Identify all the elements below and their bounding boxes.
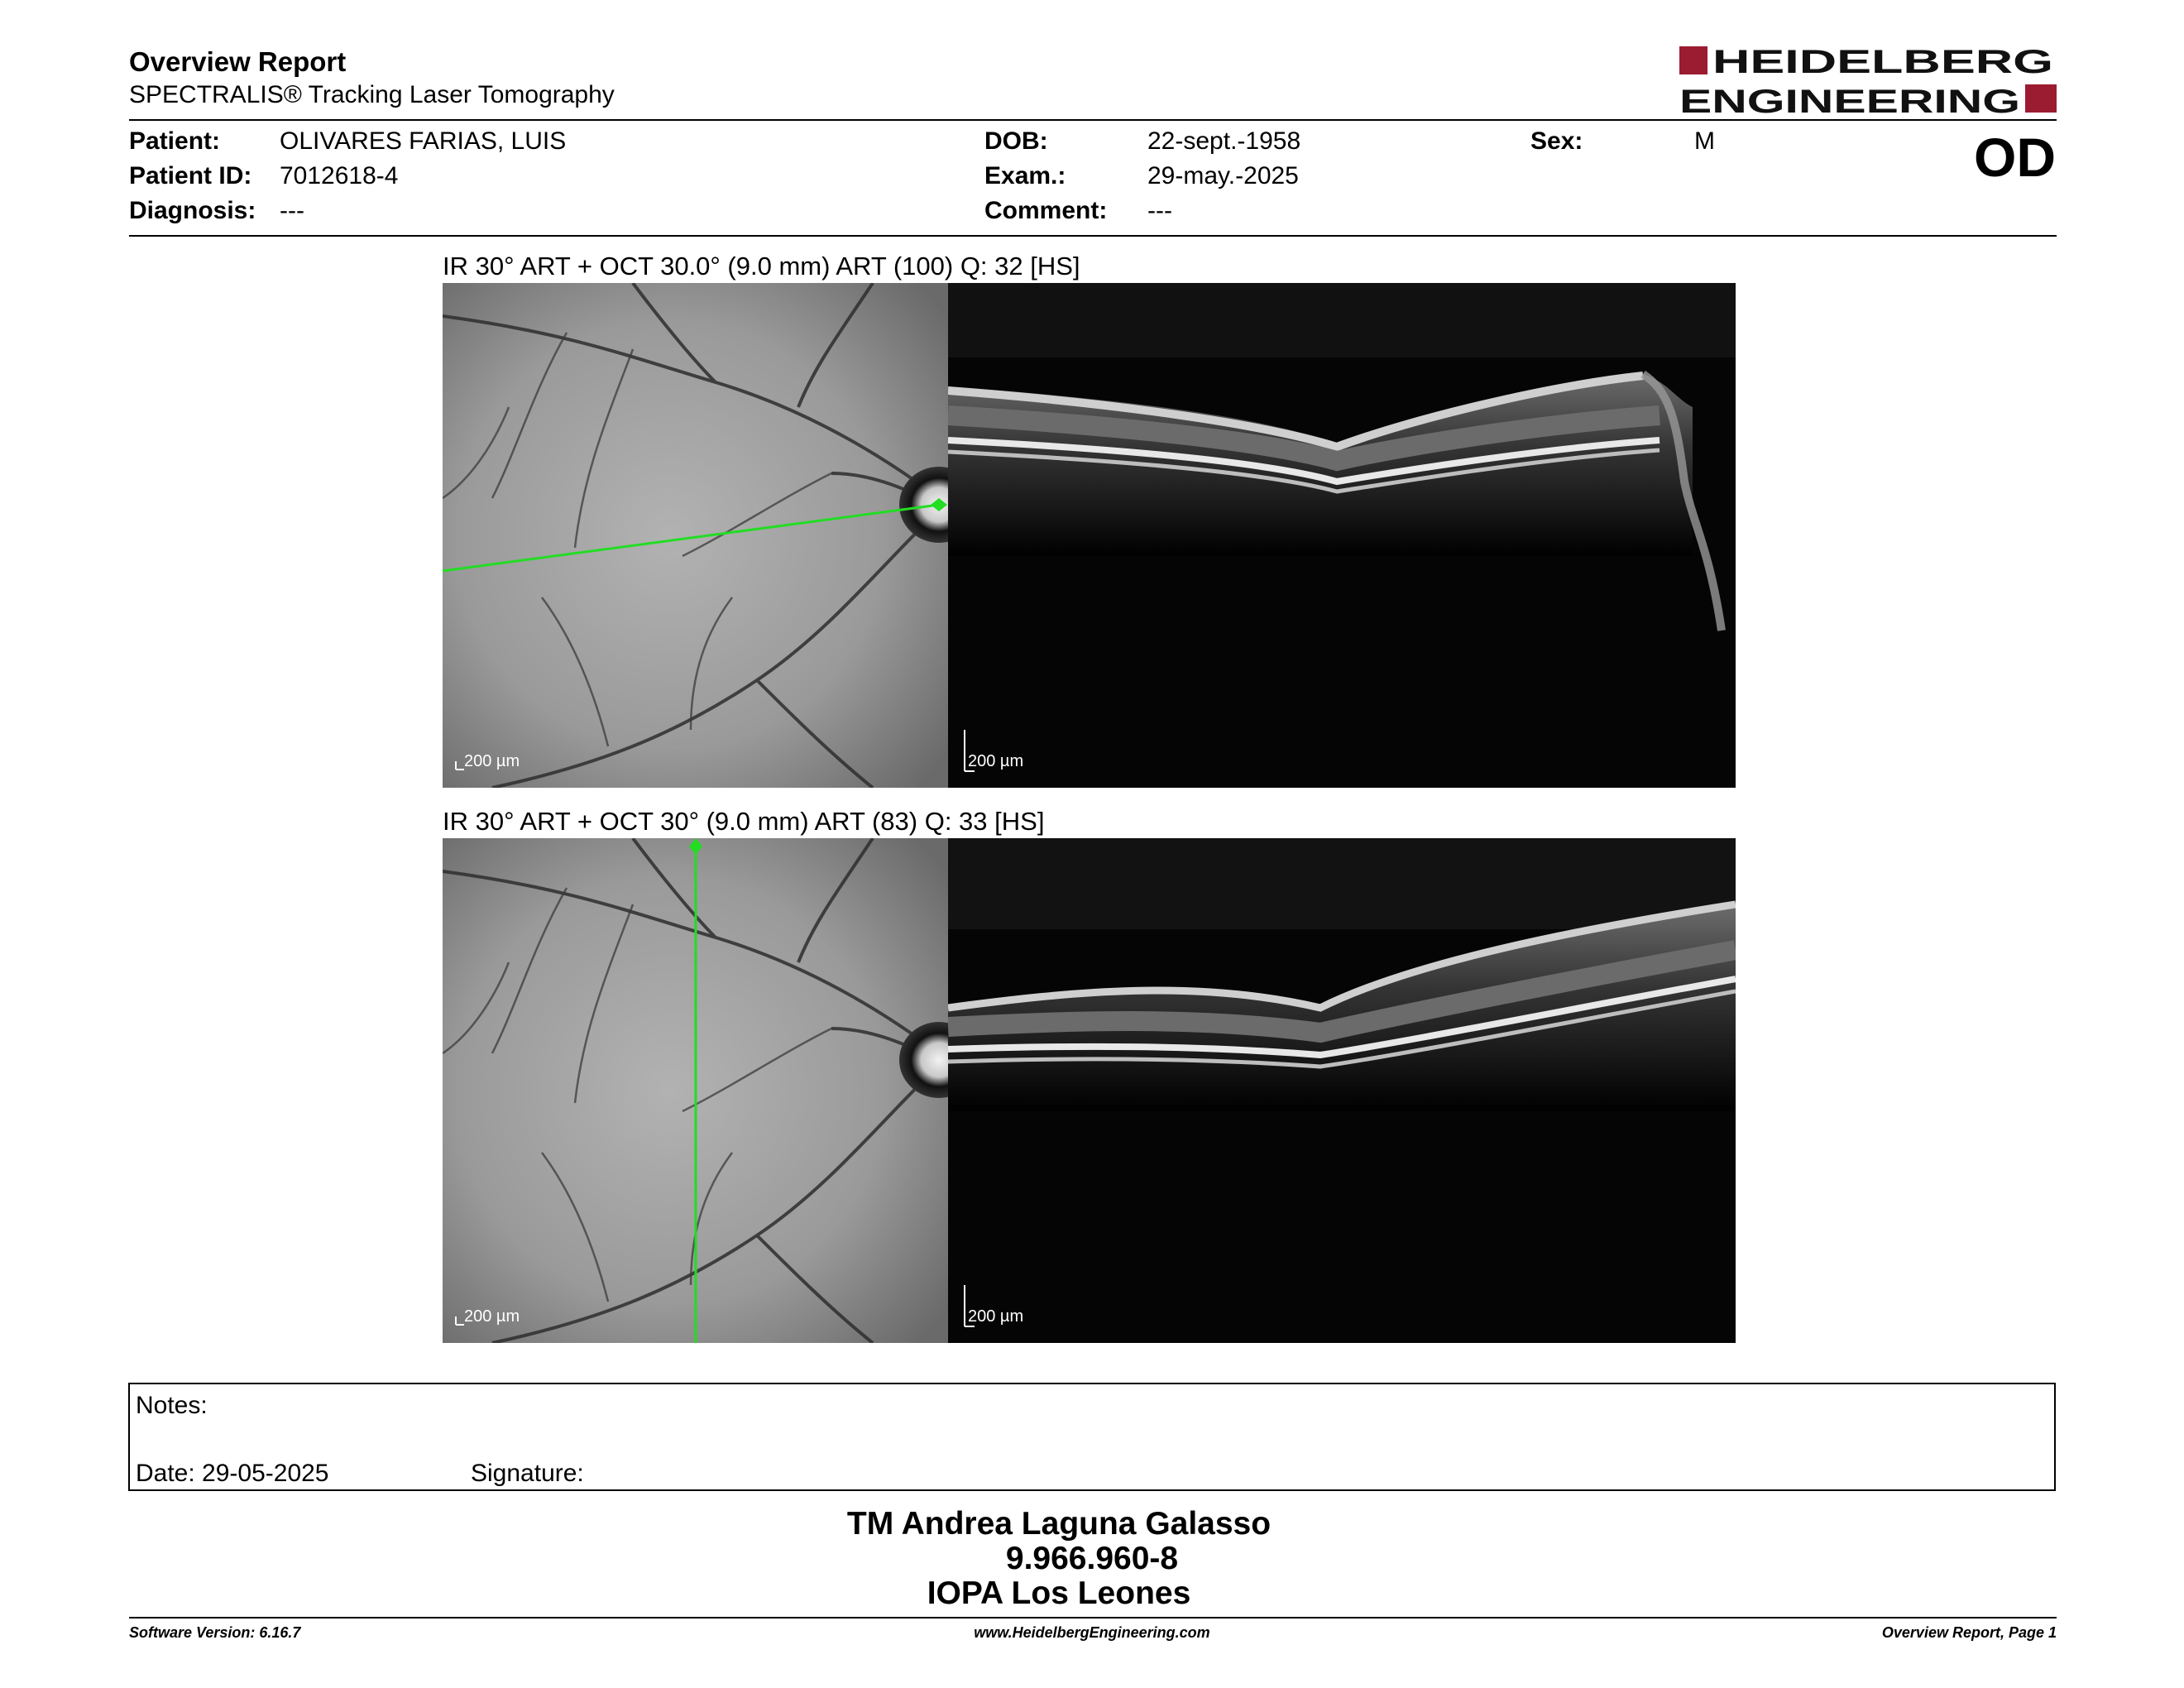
notes-date: Date: 29-05-2025 <box>136 1460 329 1487</box>
header-divider <box>129 119 2057 121</box>
diagnosis-label: Diagnosis: <box>129 197 256 224</box>
patient-id-label: Patient ID: <box>129 162 252 189</box>
scan-2-oct-bscan-image <box>948 838 1736 1343</box>
report-subtitle: SPECTRALIS® Tracking Laser Tomography <box>129 81 615 108</box>
patient-name: OLIVARES FARIAS, LUIS <box>280 127 567 155</box>
dob-value: 22-sept.-1958 <box>1147 127 1301 155</box>
scan-1-caption: IR 30° ART + OCT 30.0° (9.0 mm) ART (100) Q: 32 [HS] <box>443 252 1080 281</box>
scan-2-oct-scale-label: 200 µm <box>968 1307 1024 1326</box>
notes-label: Notes: <box>136 1392 208 1419</box>
website-link[interactable]: www.HeidelbergEngineering.com <box>974 1624 1210 1641</box>
page-number: Overview Report, Page 1 <box>1881 1624 2057 1641</box>
scan-1-ir-fundus-image <box>443 283 948 788</box>
scan-2-ir-fundus-image <box>443 838 948 1343</box>
software-version: Software Version: 6.16.7 <box>129 1624 301 1641</box>
exam-date: 29-may.-2025 <box>1147 162 1299 189</box>
dob-label: DOB: <box>984 127 1048 155</box>
scan-1-oct-bscan-image <box>948 283 1736 788</box>
scan-1-oct-scale-label: 200 µm <box>968 752 1024 770</box>
scan-2-ir-scale-label: 200 µm <box>464 1307 520 1326</box>
report-title: Overview Report <box>129 46 347 77</box>
exam-label: Exam.: <box>984 162 1066 189</box>
comment-value: --- <box>1147 197 1172 224</box>
signatory-name: TM Andrea Laguna Galasso <box>846 1506 1272 1542</box>
info-divider <box>129 235 2057 237</box>
notes-box <box>128 1383 2056 1491</box>
patient-id: 7012618-4 <box>280 162 399 189</box>
signatory-id: 9.966.960-8 <box>1005 1541 1179 1576</box>
heidelberg-engineering-logo <box>1679 45 2057 116</box>
patient-label: Patient: <box>129 127 221 155</box>
svg-text:HEIDELBERG: HEIDELBERG <box>1712 45 2053 80</box>
signature-label: Signature: <box>471 1460 584 1487</box>
svg-text:ENGINEERING: ENGINEERING <box>1679 84 2020 116</box>
eye-indicator: OD <box>1974 127 2056 188</box>
diagnosis-value: --- <box>280 197 304 224</box>
signatory-institution: IOPA Los Leones <box>927 1575 1191 1611</box>
scan-2-caption: IR 30° ART + OCT 30° (9.0 mm) ART (83) Q: 33 [HS] <box>443 807 1045 836</box>
footer-divider <box>129 1617 2057 1618</box>
scan-1-ir-scale-label: 200 µm <box>464 752 520 770</box>
sex-label: Sex: <box>1530 127 1583 155</box>
sex-value: M <box>1694 127 1715 155</box>
comment-label: Comment: <box>984 197 1108 224</box>
